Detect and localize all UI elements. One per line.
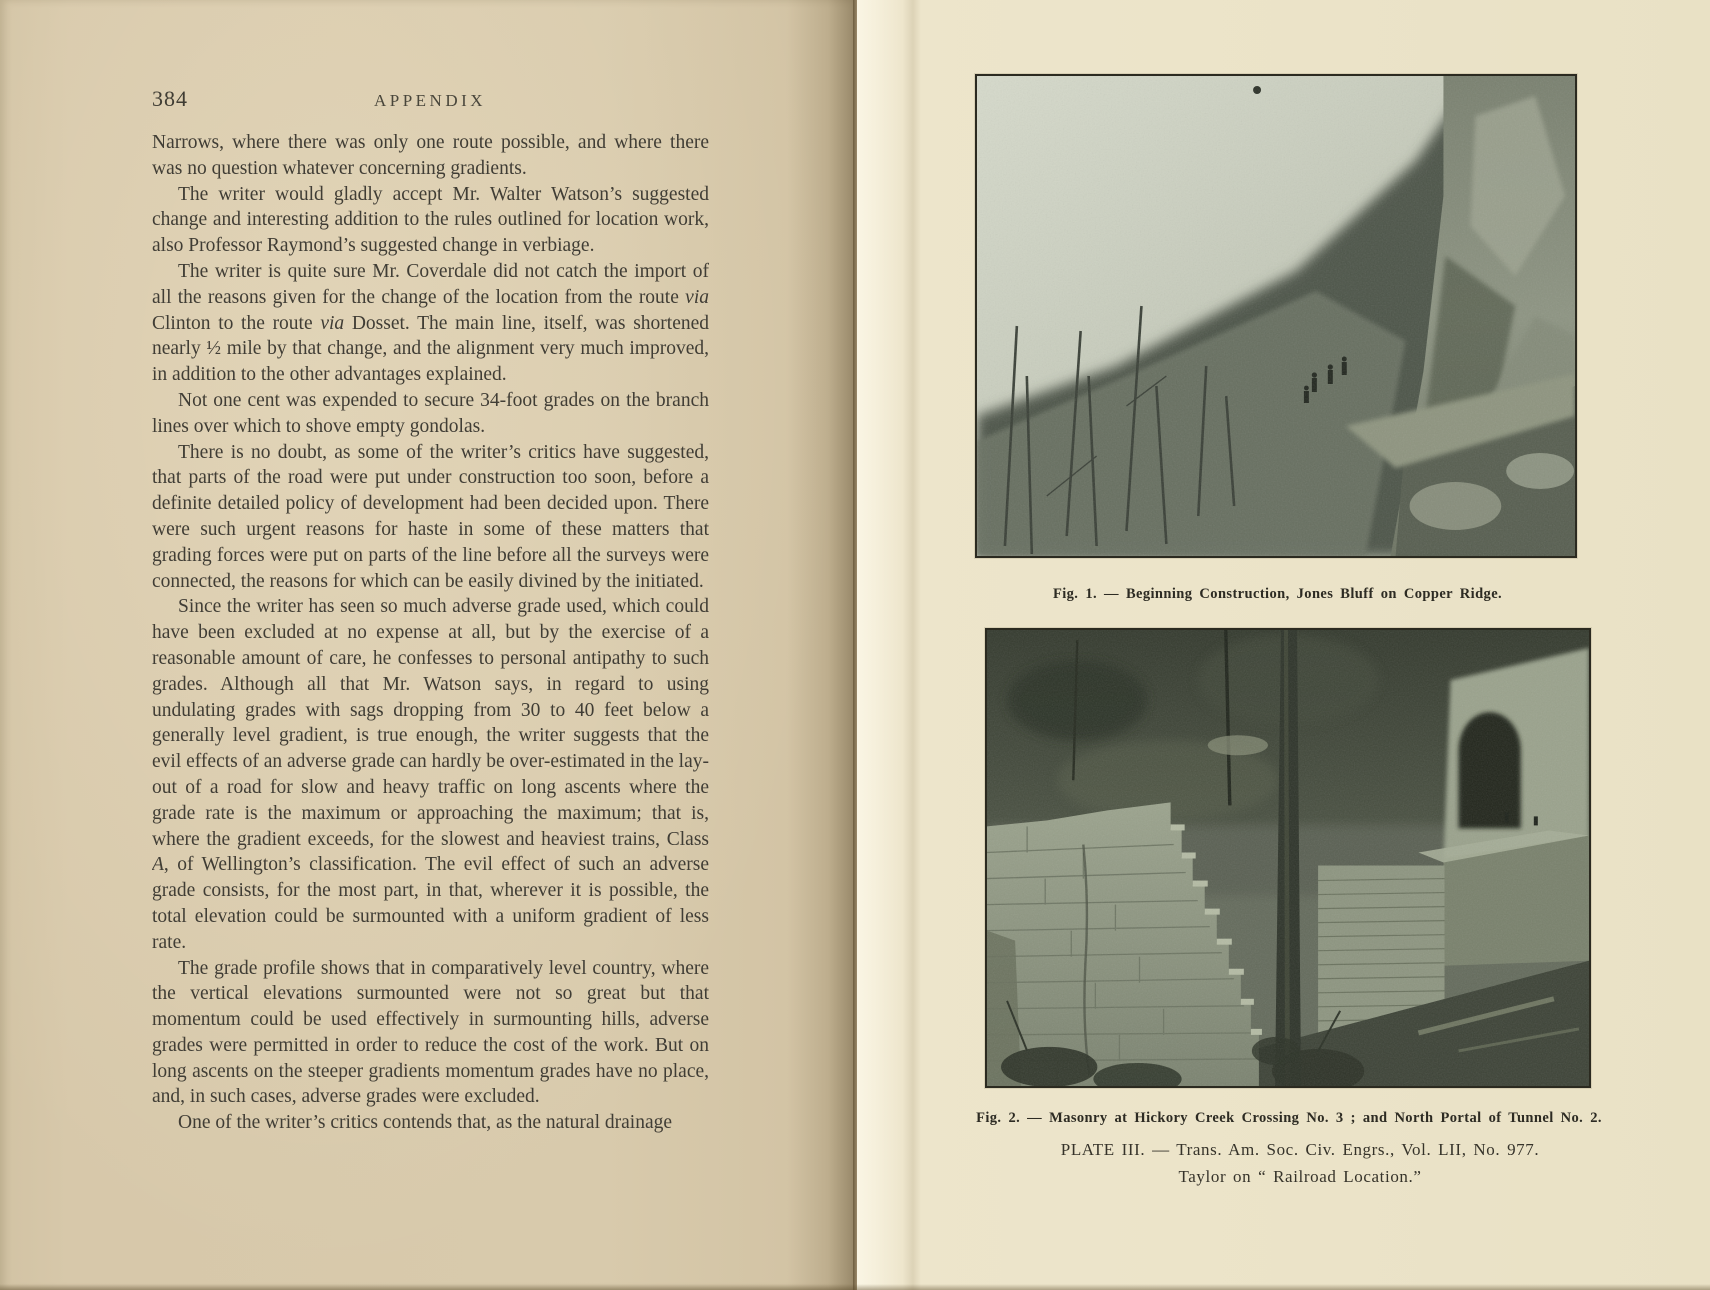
paragraph — [152, 594, 709, 955]
paragraph — [152, 182, 709, 259]
text-run: The writer would gladly accept Mr. Walter Watson’s suggested change and interesting addition to the rules outlined for location work, also Professor Raymond’s suggested change in verbiage. — [152, 183, 709, 257]
text-run: The writer is quite sure Mr. Coverdale did not catch the import of all the reasons given for the change of the location from the route — [152, 260, 709, 308]
page-number: 384 — [152, 86, 188, 111]
paragraph — [152, 388, 709, 440]
text-run: , of Wellington’s classification. The evil effect of such an adverse grade consists, for the most part, in that, wherever it is possible, the total elevation could be surmounted with a uniform gradient of less rate. — [152, 854, 709, 953]
paragraph — [152, 259, 709, 388]
fig1-photo — [975, 74, 1577, 558]
text-run: Not one cent was expended to secure 34-foot grades on the branch lines over which to shove empty gondolas. — [152, 389, 709, 437]
running-head: APPENDIX — [373, 91, 487, 110]
text-run: Since the writer has seen so much adverse grade used, which could have been excluded at no expense at all, but by the exercise of a reasonable amount of care, he confesses to personal antipathy to such grades. Although all that Mr. Watson says, in regard to using undulating grades with sags dropping from 30 to 40 feet below a generally level gradient, is true enough, the writer suggests that the evil effects of an adverse grade can hardly be over-estimated in the lay-out of a road for slow and heavy traffic on long ascents where the grade rate is the maximum or approaching the maximum; that is, where the gradient exceeds, for the slowest and heaviest trains, Class — [152, 596, 709, 850]
gutter-crease — [903, 0, 921, 1290]
halftone-grain — [987, 630, 1589, 1086]
text-run: The grade profile shows that in comparatively level country, where the vertical elevations surmounted were not so great but that momentum could be used effectively in surmounting hills, adverse grades were permitted in order to reduce the cost of the work. But on long ascents on the steeper gradients momentum grades have no place, and, in such cases, adverse grades were excluded. — [152, 957, 709, 1108]
fig2-caption: Fig. 2. — Masonry at Hickory Creek Crossing No. 3 ; and North Portal of Tunnel No. 2. — [976, 1110, 1602, 1126]
left-page — [0, 0, 853, 1290]
text-run: Narrows, where there was only one route possible, and where there was no question whatever concerning gradients. — [152, 132, 709, 179]
text-run: There is no doubt, as some of the writer’s critics have suggested, that parts of the road were put under construction too soon, before a definite detailed policy of development had been decided upon. There were such urgent reasons for haste in some of these matters that grading forces were put on parts of the line before all the surveys were connected, the reasons for which can be easily divined by the initiated. — [152, 441, 709, 592]
fig1-caption: Fig. 1. — Beginning Construction, Jones Bluff on Copper Ridge. — [1052, 586, 1503, 602]
italic-text: via — [685, 286, 709, 308]
plate-reference-line: PLATE III. — Trans. Am. Soc. Civ. Engrs., Vol. LII, No. 977. — [1060, 1140, 1540, 1159]
italic-text: A — [152, 854, 164, 876]
plate-author-line: Taylor on “ Railroad Location.” — [1178, 1167, 1422, 1186]
italic-text: via — [320, 312, 345, 334]
halftone-grain — [977, 76, 1575, 556]
construction-hillside-illustration — [977, 76, 1575, 556]
masonry-crossing-illustration — [987, 630, 1589, 1086]
paragraph — [152, 130, 709, 182]
fig2-photo — [985, 628, 1591, 1088]
paragraph — [152, 1110, 709, 1136]
gutter-highlight — [857, 0, 905, 1290]
paragraph — [152, 956, 709, 1111]
body-text — [152, 130, 709, 1170]
paragraph — [152, 440, 709, 595]
gutter-shadow — [787, 0, 853, 1290]
scan-edge-shadow — [0, 1284, 1710, 1290]
text-run: Dosset. The main line, itself, was shortened nearly ½ mile by that change, and the alignment very much improved, in addition to the other advantages explained. — [152, 312, 709, 386]
text-run: Clinton to the route — [152, 312, 321, 334]
text-run: One of the writer’s critics contends that, as the natural drainage — [178, 1112, 673, 1134]
